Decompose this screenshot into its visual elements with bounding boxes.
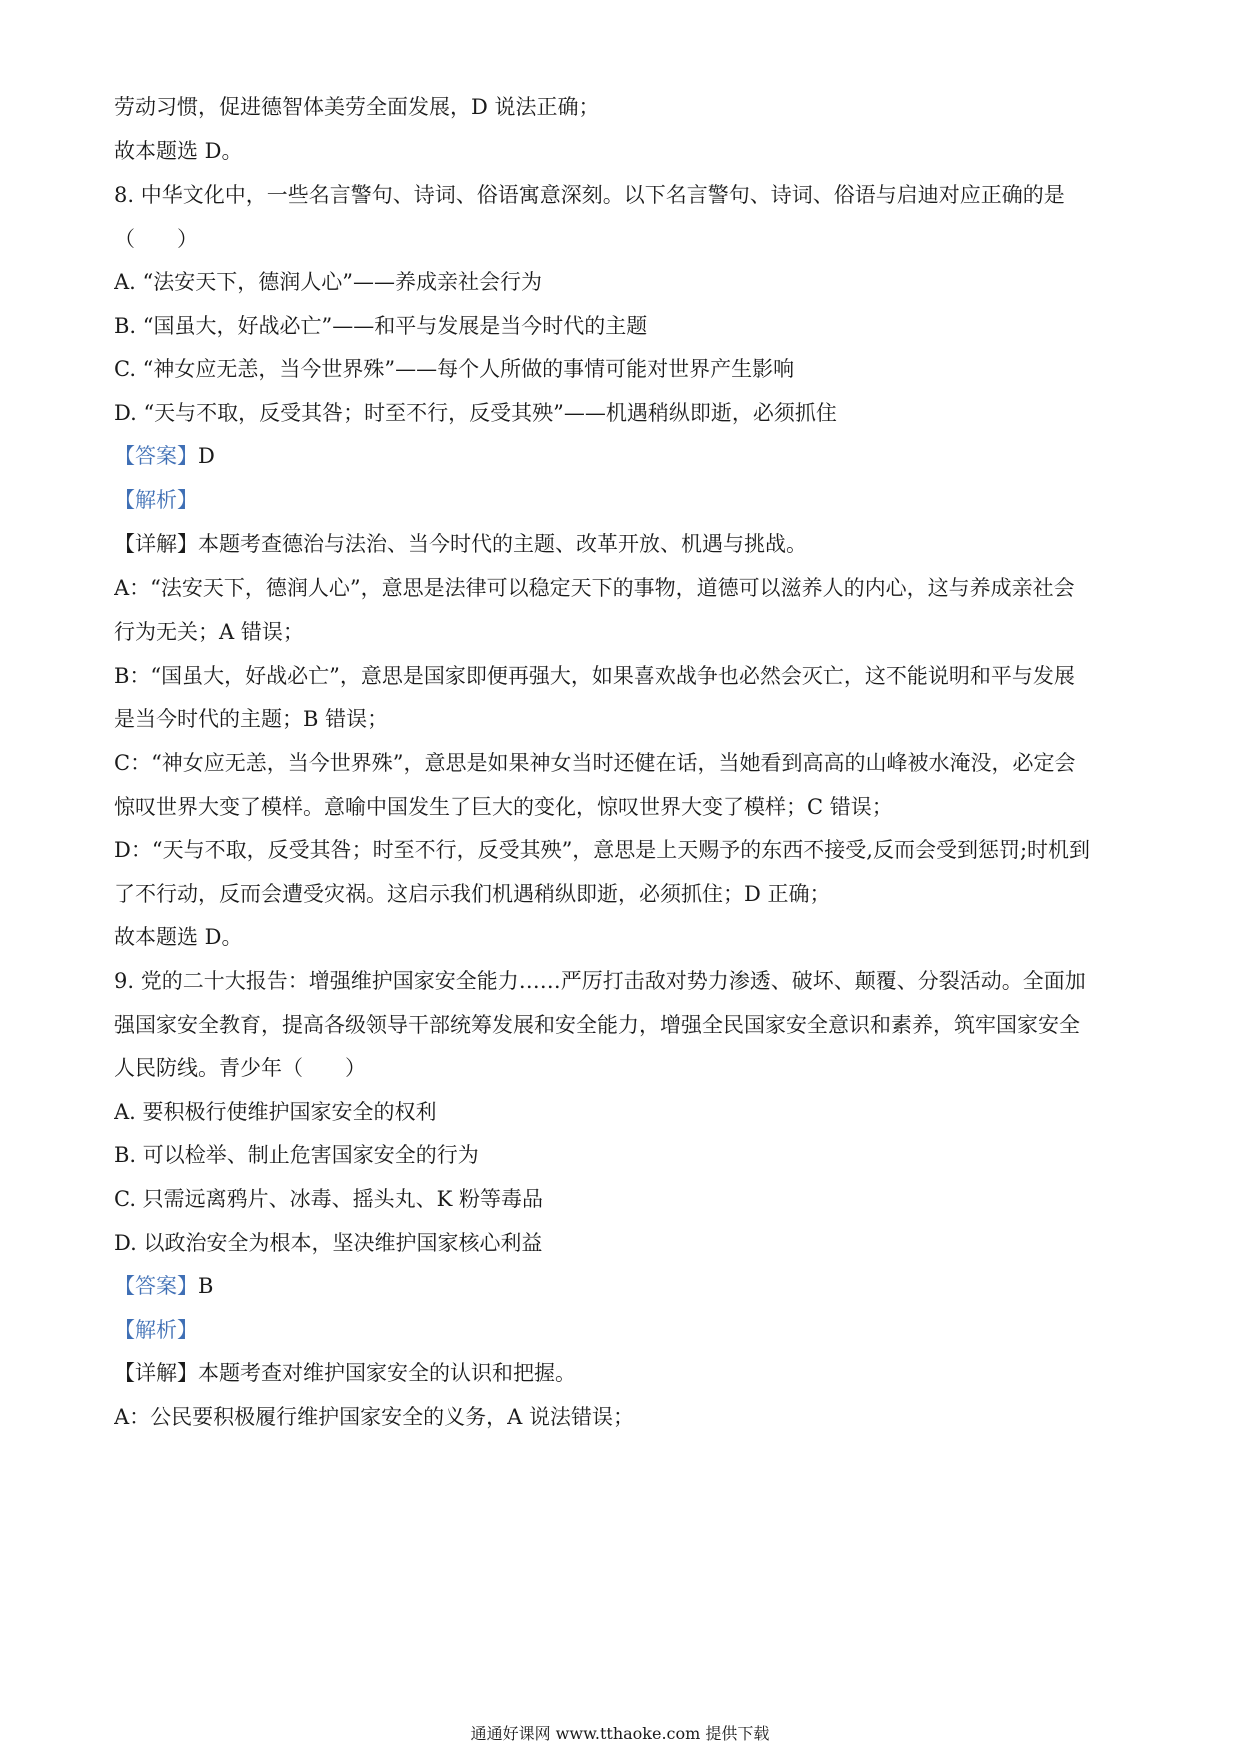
question-8-bracket: （ ） xyxy=(114,227,198,251)
question-8-option-a: A. “法安天下，德润人心”——养成亲社会行为 xyxy=(114,270,542,294)
question-9-stem-end: 人民防线。青少年（ ） xyxy=(114,1056,366,1080)
text-line: 故本题选 D。 xyxy=(114,925,243,949)
question-8-option-b: B. “国虽大，好战必亡”——和平与发展是当今时代的主题 xyxy=(114,314,648,338)
question-9-option-a: A. 要积极行使维护国家安全的权利 xyxy=(114,1100,437,1124)
text-line: 是当今时代的主题；B 错误； xyxy=(114,707,389,731)
question-9-option-c: C. 只需远离鸦片、冰毒、摇头丸、K 粉等毒品 xyxy=(114,1187,544,1211)
text-line: C：“神女应无恙，当今世界殊”，意思是如果神女当时还健在话，当她看到高高的山峰被水淹没，必定会 xyxy=(114,751,1076,775)
question-9-stem-cont: 强国家安全教育，提高各级领导干部统筹发展和安全能力，增强全民国家安全意识和素养，筑牢国家安全 xyxy=(114,1013,1080,1037)
answer-tag: 【答案】 xyxy=(114,444,198,468)
text-line: A：公民要积极履行维护国家安全的义务，A 说法错误； xyxy=(114,1405,635,1429)
question-9-option-d: D. 以政治安全为根本，坚决维护国家核心利益 xyxy=(114,1231,543,1255)
text-line: D：“天与不取，反受其咎；时至不行，反受其殃”，意思是上天赐予的东西不接受,反而会受到惩罚;时机到 xyxy=(114,838,1091,862)
text-line: B：“国虽大，好战必亡”，意思是国家即便再强大，如果喜欢战争也必然会灭亡，这不能说明和平与发展 xyxy=(114,664,1075,688)
question-8-detail: 【详解】本题考查德治与法治、当今时代的主题、改革开放、机遇与挑战。 xyxy=(114,532,807,556)
question-9-detail: 【详解】本题考查对维护国家安全的认识和把握。 xyxy=(114,1361,576,1385)
page-footer: 通通好课网 www.tthaoke.com 提供下载 xyxy=(470,1724,770,1743)
text-line: A：“法安天下，德润人心”，意思是法律可以稳定天下的事物，道德可以滋养人的内心，这与养成亲社会 xyxy=(114,576,1075,600)
answer-value: D xyxy=(198,444,215,468)
question-8-option-c: C. “神女应无恙，当今世界殊”——每个人所做的事情可能对世界产生影响 xyxy=(114,357,795,381)
question-8-stem: 8. 中华文化中，一些名言警句、诗词、俗语寓意深刻。以下名言警句、诗词、俗语与启迪对应正确的是 xyxy=(114,183,1065,207)
question-9-answer xyxy=(114,1271,1134,1301)
text-line: 故本题选 D。 xyxy=(114,139,243,163)
question-9-option-b: B. 可以检举、制止危害国家安全的行为 xyxy=(114,1143,479,1167)
text-line: 劳动习惯，促进德智体美劳全面发展，D 说法正确； xyxy=(114,95,600,119)
text-line: 惊叹世界大变了模样。意喻中国发生了巨大的变化，惊叹世界大变了模样；C 错误； xyxy=(114,795,893,819)
answer-value: B xyxy=(198,1274,214,1298)
answer-tag: 【答案】 xyxy=(114,1274,198,1298)
analysis-tag: 【解析】 xyxy=(114,1318,198,1342)
question-8-answer xyxy=(114,441,1134,471)
text-line: 了不行动，反而会遭受灾祸。这启示我们机遇稍纵即逝，必须抓住；D 正确； xyxy=(114,882,831,906)
question-9-analysis-heading xyxy=(114,1315,1134,1345)
text-line: 行为无关；A 错误； xyxy=(114,620,304,644)
question-9-stem: 9. 党的二十大报告：增强维护国家安全能力……严厉打击敌对势力渗透、破坏、颠覆、分裂活动。全面加 xyxy=(114,969,1086,993)
question-8-option-d: D. “天与不取，反受其咎；时至不行，反受其殃”——机遇稍纵即逝，必须抓住 xyxy=(114,401,837,425)
analysis-tag: 【解析】 xyxy=(114,488,198,512)
question-8-analysis-heading xyxy=(114,485,1134,515)
